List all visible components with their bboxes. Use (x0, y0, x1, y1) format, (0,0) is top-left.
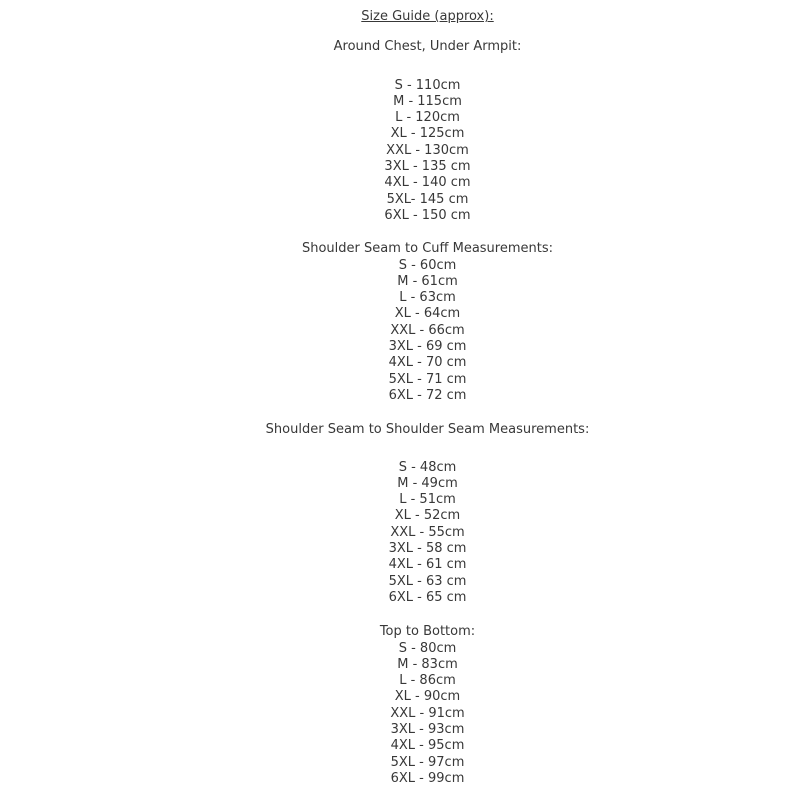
page-title: Size Guide (approx): (361, 9, 494, 24)
size-line: 3XL - 93cm (390, 721, 465, 737)
size-line: M - 115cm (393, 93, 462, 109)
size-line: XL - 90cm (394, 689, 461, 705)
section-heading-chest: Around Chest, Under Armpit: (333, 39, 522, 55)
section-top-to-bottom (55, 624, 800, 787)
section-heading-top-to-bottom: Top to Bottom: (379, 624, 476, 640)
size-line: L - 63cm (399, 290, 456, 306)
size-line: 3XL - 135 cm (384, 159, 471, 175)
size-line: S - 80cm (398, 640, 457, 656)
size-line: L - 86cm (399, 673, 456, 689)
size-line: 4XL - 70 cm (388, 355, 467, 371)
size-line: XXL - 130cm (386, 142, 469, 158)
size-line: S - 48cm (398, 459, 457, 475)
size-list-chest (55, 78, 800, 225)
size-line: 5XL - 71 cm (388, 371, 467, 387)
section-cuff (55, 241, 800, 404)
size-line: XXL - 66cm (390, 322, 465, 338)
size-line: 5XL - 97cm (390, 754, 465, 770)
size-line: 6XL - 150 cm (384, 207, 471, 223)
size-line: M - 49cm (397, 475, 458, 491)
size-line: 6XL - 99cm (390, 770, 465, 786)
size-list-shoulder (55, 460, 800, 607)
size-line: S - 60cm (398, 257, 457, 273)
size-line: L - 120cm (395, 110, 460, 126)
size-line: 4XL - 140 cm (384, 175, 471, 191)
size-line: M - 83cm (397, 656, 458, 672)
size-line: XXL - 55cm (390, 524, 465, 540)
size-line: 5XL- 145 cm (386, 191, 469, 207)
size-line: L - 51cm (399, 492, 456, 508)
section-heading-cuff: Shoulder Seam to Cuff Measurements: (301, 241, 554, 257)
size-line: 4XL - 61 cm (388, 557, 467, 573)
size-line: 4XL - 95cm (390, 738, 465, 754)
size-line: XL - 125cm (390, 126, 465, 142)
size-line: 6XL - 72 cm (388, 387, 467, 403)
size-line: 3XL - 69 cm (388, 339, 467, 355)
size-line: S - 110cm (394, 77, 461, 93)
page-title-row (55, 9, 800, 25)
section-heading-shoulder: Shoulder Seam to Shoulder Seam Measurements: (265, 422, 590, 438)
size-line: 6XL - 65 cm (388, 589, 467, 605)
size-line: XL - 64cm (394, 306, 461, 322)
size-line: 5XL - 63 cm (388, 573, 467, 589)
size-line: XXL - 91cm (390, 705, 465, 721)
size-line: 3XL - 58 cm (388, 541, 467, 557)
size-line: XL - 52cm (394, 508, 461, 524)
size-line: M - 61cm (397, 273, 458, 289)
